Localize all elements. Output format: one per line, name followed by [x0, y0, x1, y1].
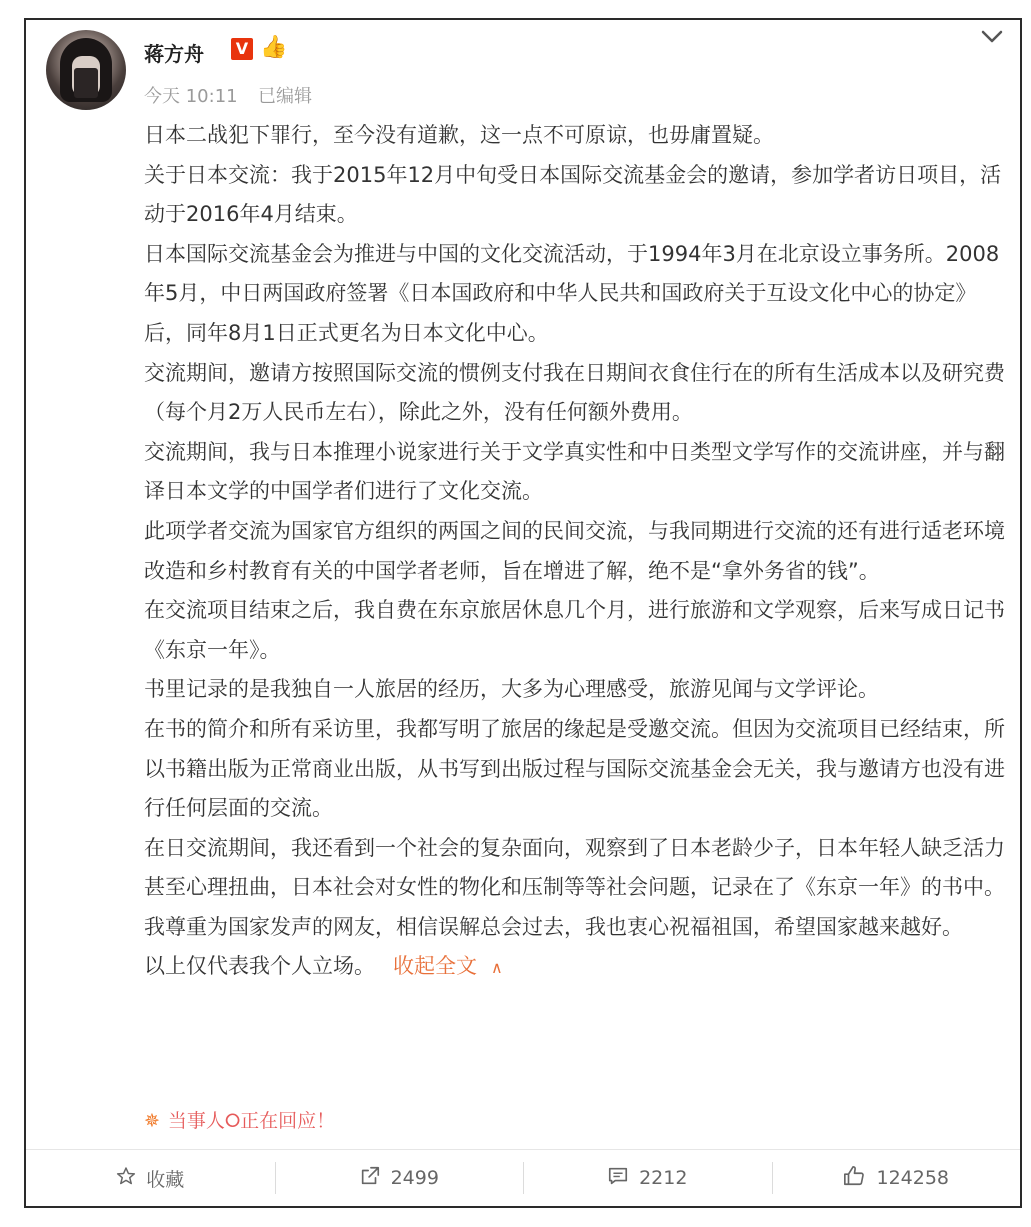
comment-icon: [607, 1165, 629, 1192]
post-time[interactable]: 今天 10:11: [144, 86, 238, 107]
star-svg: [116, 1166, 136, 1186]
repost-svg: [359, 1165, 381, 1187]
action-bar: [26, 1150, 1020, 1206]
last-line-text: 以上仅代表我个人立场。: [144, 954, 375, 979]
responding-notice[interactable]: [144, 1106, 335, 1133]
repost-icon: [359, 1165, 381, 1192]
favorite-label: 收藏: [146, 1168, 185, 1191]
post-paragraph: 在交流项目结束之后，我自费在东京旅居休息几个月，进行旅游和文学观察，后来写成日记书《东京一年》。: [144, 598, 1005, 662]
vip-badge-icon[interactable]: V: [231, 38, 253, 60]
thumbs-up-icon: [842, 1165, 866, 1192]
post-paragraph: 交流期间，邀请方按照国际交流的惯例支付我在日期间衣食住行在的所有生活成本以及研究费（每个月2万人民币左右），除此之外，没有任何额外费用。: [144, 360, 1005, 425]
avatar[interactable]: [46, 30, 126, 110]
post-paragraph: 关于日本交流：我于2015年12月中旬受日本国际交流基金会的邀请，参加学者访日项目，活动于2016年4月结束。: [144, 162, 1002, 227]
thumbs-up-svg: [842, 1165, 866, 1187]
repost-count: 2499: [390, 1167, 439, 1189]
comment-button[interactable]: [523, 1150, 772, 1206]
chevron-up-icon[interactable]: ∧: [491, 958, 503, 978]
author-name[interactable]: 蒋方舟: [144, 42, 204, 66]
post-paragraph: 日本国际交流基金会为推进与中国的文化交流活动，于1994年3月在北京设立事务所。2008年5月，中日两国政府签署《日本国政府和中华人民共和国政府关于互设文化中心的协定》后，同年8月1日正式更名为日本文化中心。: [144, 241, 1000, 345]
like-count: 124258: [876, 1167, 950, 1189]
burst-icon: ✵: [144, 1110, 160, 1132]
post-paragraph: 此项学者交流为国家官方组织的两国之间的民间交流，与我同期进行交流的还有进行适老环境改造和乡村教育有关的中国学者老师，旨在增进了解，绝不是“拿外务省的钱”。: [144, 518, 1005, 583]
comment-count: 2212: [639, 1167, 688, 1189]
responding-text-2: 正在回应！: [240, 1110, 336, 1132]
post-paragraph: 我尊重为国家发声的网友，相信误解总会过去，我也衷心祝福祖国，希望国家越来越好。: [144, 914, 963, 939]
comment-svg: [607, 1165, 629, 1187]
dot-icon: ⭘: [224, 1110, 241, 1132]
weibo-post-card: [24, 18, 1022, 1208]
avatar-phone: [74, 68, 98, 98]
chevron-down-icon[interactable]: [980, 26, 1004, 51]
edited-label[interactable]: 已编辑: [258, 86, 312, 107]
post-paragraph: 交流期间，我与日本推理小说家进行关于文学真实性和中日类型文学写作的交流讲座，并与翻译日本文学的中国学者们进行了文化交流。: [144, 439, 1005, 504]
repost-button[interactable]: [275, 1150, 524, 1206]
star-icon: [116, 1166, 136, 1191]
like-button[interactable]: [772, 1150, 1021, 1206]
fan-badge-icon[interactable]: 👍: [260, 35, 288, 60]
post-paragraph: 日本二战犯下罪行，至今没有道歉，这一点不可原谅，也毋庸置疑。: [144, 123, 774, 147]
post-paragraph: 书里记录的是我独自一人旅居的经历，大多为心理感受，旅游见闻与文学评论。: [144, 677, 879, 702]
collapse-full-text-link[interactable]: 收起全文: [393, 954, 477, 979]
responding-text: 当事人: [167, 1110, 225, 1132]
chevron-down-svg: [980, 29, 1004, 45]
post-content: [144, 116, 1006, 988]
post-last-line: [144, 947, 1006, 988]
post-paragraph: 在日交流期间，我还看到一个社会的复杂面向，观察到了日本老龄少子，日本年轻人缺乏活力甚至心理扭曲，日本社会对女性的物化和压制等等社会问题，记录在了《东京一年》的书中。: [144, 835, 1005, 900]
post-paragraph: 在书的简介和所有采访里，我都写明了旅居的缘起是受邀交流。但因为交流项目已经结束，所以书籍出版为正常商业出版，从书写到出版过程与国际交流基金会无关，我与邀请方也没有进行任何层面的交流。: [144, 716, 1005, 821]
favorite-button[interactable]: [26, 1150, 275, 1206]
